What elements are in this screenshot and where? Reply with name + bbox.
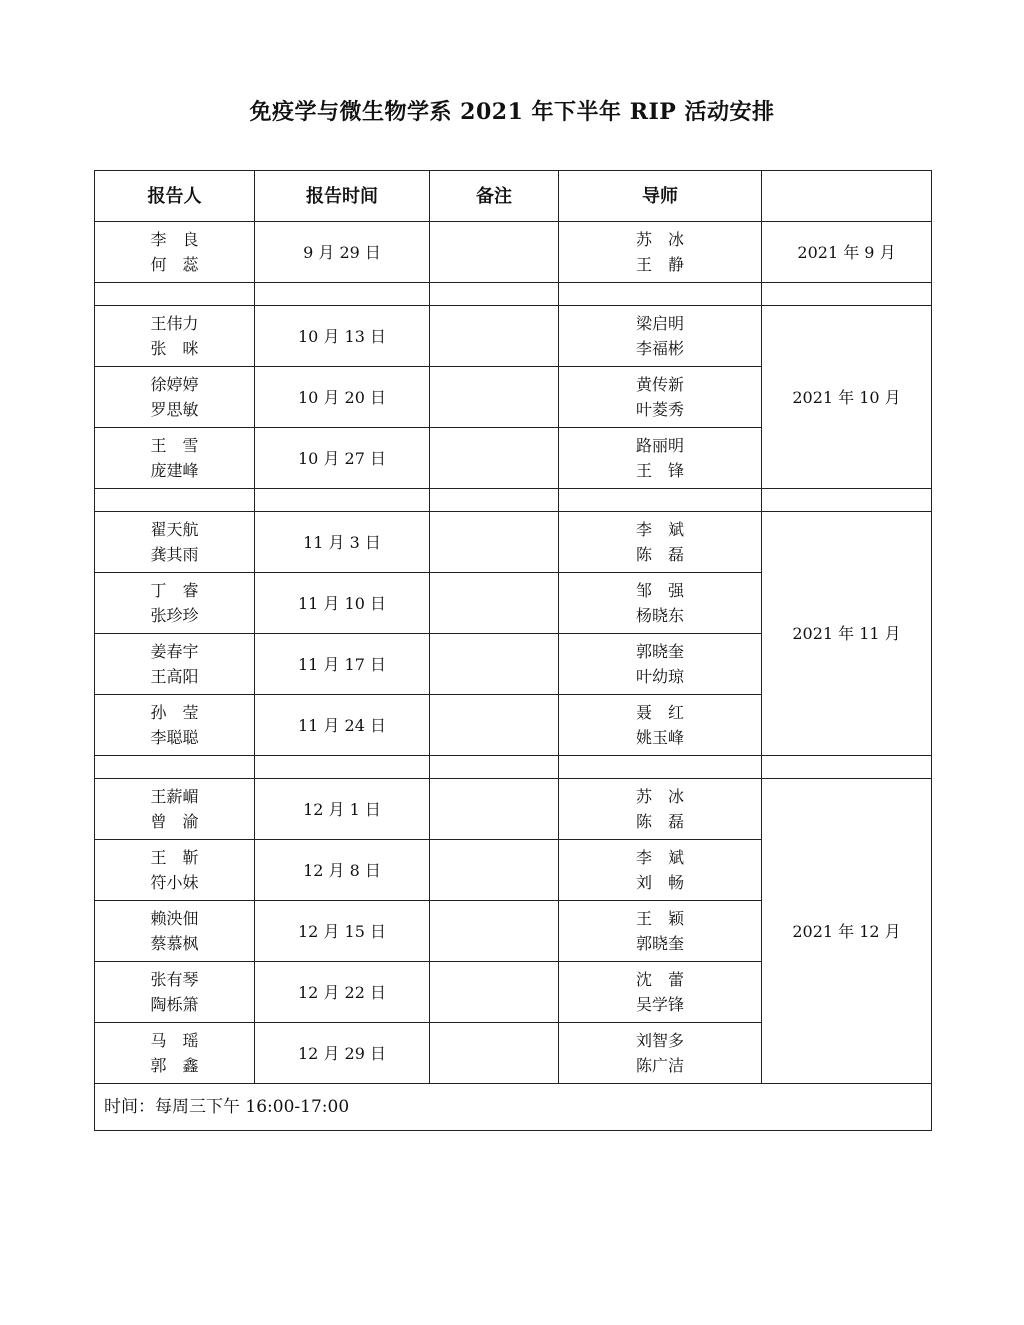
note-cell xyxy=(430,573,559,634)
reporter-name: 张珍珍 xyxy=(150,606,199,625)
reporter-name: 王薪嵋 xyxy=(150,787,199,806)
reporter-name: 马 瑶 xyxy=(150,1031,199,1050)
header-reporter: 报告人 xyxy=(95,171,255,222)
advisor-cell xyxy=(559,367,762,428)
date-cell: 10 月 13 日 xyxy=(255,306,430,367)
date-cell: 12 月 15 日 xyxy=(255,901,430,962)
schedule-time-note: 时间：每周三下午 16:00-17:00 xyxy=(95,1084,932,1131)
note-cell xyxy=(430,695,559,756)
advisor-cell xyxy=(559,222,762,283)
advisor-cell xyxy=(559,573,762,634)
reporter-cell xyxy=(95,222,255,283)
reporter-name: 龚其雨 xyxy=(150,545,199,564)
advisor-cell xyxy=(559,1023,762,1084)
reporter-name: 郭 鑫 xyxy=(150,1056,199,1075)
note-cell xyxy=(430,306,559,367)
advisor-name: 叶幼琼 xyxy=(635,667,684,686)
date-cell: 12 月 8 日 xyxy=(255,840,430,901)
reporter-name: 赖泱佃 xyxy=(150,909,199,928)
advisor-name: 苏 冰 xyxy=(635,787,684,806)
month-cell: 2021 年 9 月 xyxy=(762,222,932,283)
reporter-cell xyxy=(95,428,255,489)
reporter-cell xyxy=(95,901,255,962)
page-title: 免疫学与微生物学系 2021 年下半年 RIP 活动安排 xyxy=(249,99,775,125)
advisor-name: 王 锋 xyxy=(635,461,684,480)
table-row xyxy=(95,306,932,367)
month-cell: 2021 年 10 月 xyxy=(762,306,932,489)
spacer-row xyxy=(95,283,932,306)
date-cell: 9 月 29 日 xyxy=(255,222,430,283)
advisor-name: 陈广洁 xyxy=(635,1056,684,1075)
advisor-name: 王 颖 xyxy=(635,909,684,928)
reporter-name: 蔡慕枫 xyxy=(150,934,199,953)
reporter-cell xyxy=(95,779,255,840)
header-advisor: 导师 xyxy=(559,171,762,222)
note-cell xyxy=(430,634,559,695)
reporter-name: 符小妹 xyxy=(150,873,199,892)
advisor-name: 苏 冰 xyxy=(635,230,684,249)
advisor-name: 沈 蕾 xyxy=(635,970,684,989)
reporter-name: 张 咪 xyxy=(150,339,199,358)
table-row xyxy=(95,779,932,840)
month-cell: 2021 年 11 月 xyxy=(762,512,932,756)
reporter-name: 王 靳 xyxy=(150,848,199,867)
advisor-cell xyxy=(559,840,762,901)
note-cell xyxy=(430,367,559,428)
advisor-name: 郭晓奎 xyxy=(635,934,684,953)
header-notes: 备注 xyxy=(430,171,559,222)
advisor-cell xyxy=(559,779,762,840)
reporter-cell xyxy=(95,306,255,367)
note-cell xyxy=(430,222,559,283)
reporter-cell xyxy=(95,840,255,901)
reporter-cell xyxy=(95,695,255,756)
advisor-name: 路丽明 xyxy=(635,436,684,455)
spacer-row xyxy=(95,489,932,512)
advisor-name: 梁启明 xyxy=(635,314,684,333)
advisor-name: 李 斌 xyxy=(635,520,684,539)
note-cell xyxy=(430,962,559,1023)
reporter-name: 翟天航 xyxy=(150,520,199,539)
reporter-name: 曾 渝 xyxy=(150,812,199,831)
reporter-cell xyxy=(95,1023,255,1084)
advisor-cell xyxy=(559,901,762,962)
advisor-name: 郭晓奎 xyxy=(635,642,684,661)
advisor-name: 黄传新 xyxy=(635,375,684,394)
reporter-cell xyxy=(95,962,255,1023)
reporter-cell xyxy=(95,573,255,634)
reporter-name: 丁 睿 xyxy=(150,581,199,600)
advisor-name: 陈 磊 xyxy=(635,812,684,831)
reporter-name: 罗思敏 xyxy=(150,400,199,419)
header-row xyxy=(95,171,932,222)
reporter-cell xyxy=(95,367,255,428)
reporter-name: 庞建峰 xyxy=(150,461,199,480)
reporter-name: 王伟力 xyxy=(150,314,199,333)
note-cell xyxy=(430,779,559,840)
reporter-name: 徐婷婷 xyxy=(150,375,199,394)
advisor-name: 叶菱秀 xyxy=(635,400,684,419)
table-row xyxy=(95,512,932,573)
advisor-name: 邹 强 xyxy=(635,581,684,600)
spacer-row xyxy=(95,756,932,779)
advisor-name: 吴学锋 xyxy=(635,995,684,1014)
reporter-name: 王 雪 xyxy=(150,436,199,455)
advisor-cell xyxy=(559,695,762,756)
reporter-cell xyxy=(95,512,255,573)
advisor-name: 刘智多 xyxy=(635,1031,684,1050)
reporter-name: 李聪聪 xyxy=(150,728,199,747)
date-cell: 11 月 24 日 xyxy=(255,695,430,756)
reporter-cell xyxy=(95,634,255,695)
date-cell: 12 月 22 日 xyxy=(255,962,430,1023)
advisor-name: 姚玉峰 xyxy=(635,728,684,747)
advisor-cell xyxy=(559,962,762,1023)
reporter-name: 孙 莹 xyxy=(150,703,199,722)
date-cell: 10 月 27 日 xyxy=(255,428,430,489)
advisor-name: 刘 畅 xyxy=(635,873,684,892)
date-cell: 11 月 3 日 xyxy=(255,512,430,573)
reporter-name: 姜春宇 xyxy=(150,642,199,661)
note-cell xyxy=(430,1023,559,1084)
advisor-name: 王 静 xyxy=(635,255,684,274)
month-cell: 2021 年 12 月 xyxy=(762,779,932,1084)
date-cell: 12 月 1 日 xyxy=(255,779,430,840)
table-row xyxy=(95,222,932,283)
note-cell xyxy=(430,901,559,962)
reporter-name: 李 良 xyxy=(150,230,199,249)
schedule-table xyxy=(94,170,932,1131)
note-cell xyxy=(430,428,559,489)
advisor-cell xyxy=(559,306,762,367)
date-cell: 10 月 20 日 xyxy=(255,367,430,428)
reporter-name: 王高阳 xyxy=(150,667,199,686)
date-cell: 11 月 17 日 xyxy=(255,634,430,695)
advisor-name: 陈 磊 xyxy=(635,545,684,564)
advisor-name: 李 斌 xyxy=(635,848,684,867)
note-cell xyxy=(430,840,559,901)
advisor-name: 杨晓东 xyxy=(635,606,684,625)
date-cell: 12 月 29 日 xyxy=(255,1023,430,1084)
reporter-name: 何 蕊 xyxy=(150,255,199,274)
advisor-cell xyxy=(559,428,762,489)
header-month xyxy=(762,171,932,222)
advisor-cell xyxy=(559,512,762,573)
date-cell: 11 月 10 日 xyxy=(255,573,430,634)
advisor-cell xyxy=(559,634,762,695)
advisor-name: 聂 红 xyxy=(635,703,684,722)
advisor-name: 李福彬 xyxy=(635,339,684,358)
header-time: 报告时间 xyxy=(255,171,430,222)
footer-row xyxy=(95,1084,932,1131)
note-cell xyxy=(430,512,559,573)
reporter-name: 陶栎箫 xyxy=(150,995,199,1014)
reporter-name: 张有琴 xyxy=(150,970,199,989)
